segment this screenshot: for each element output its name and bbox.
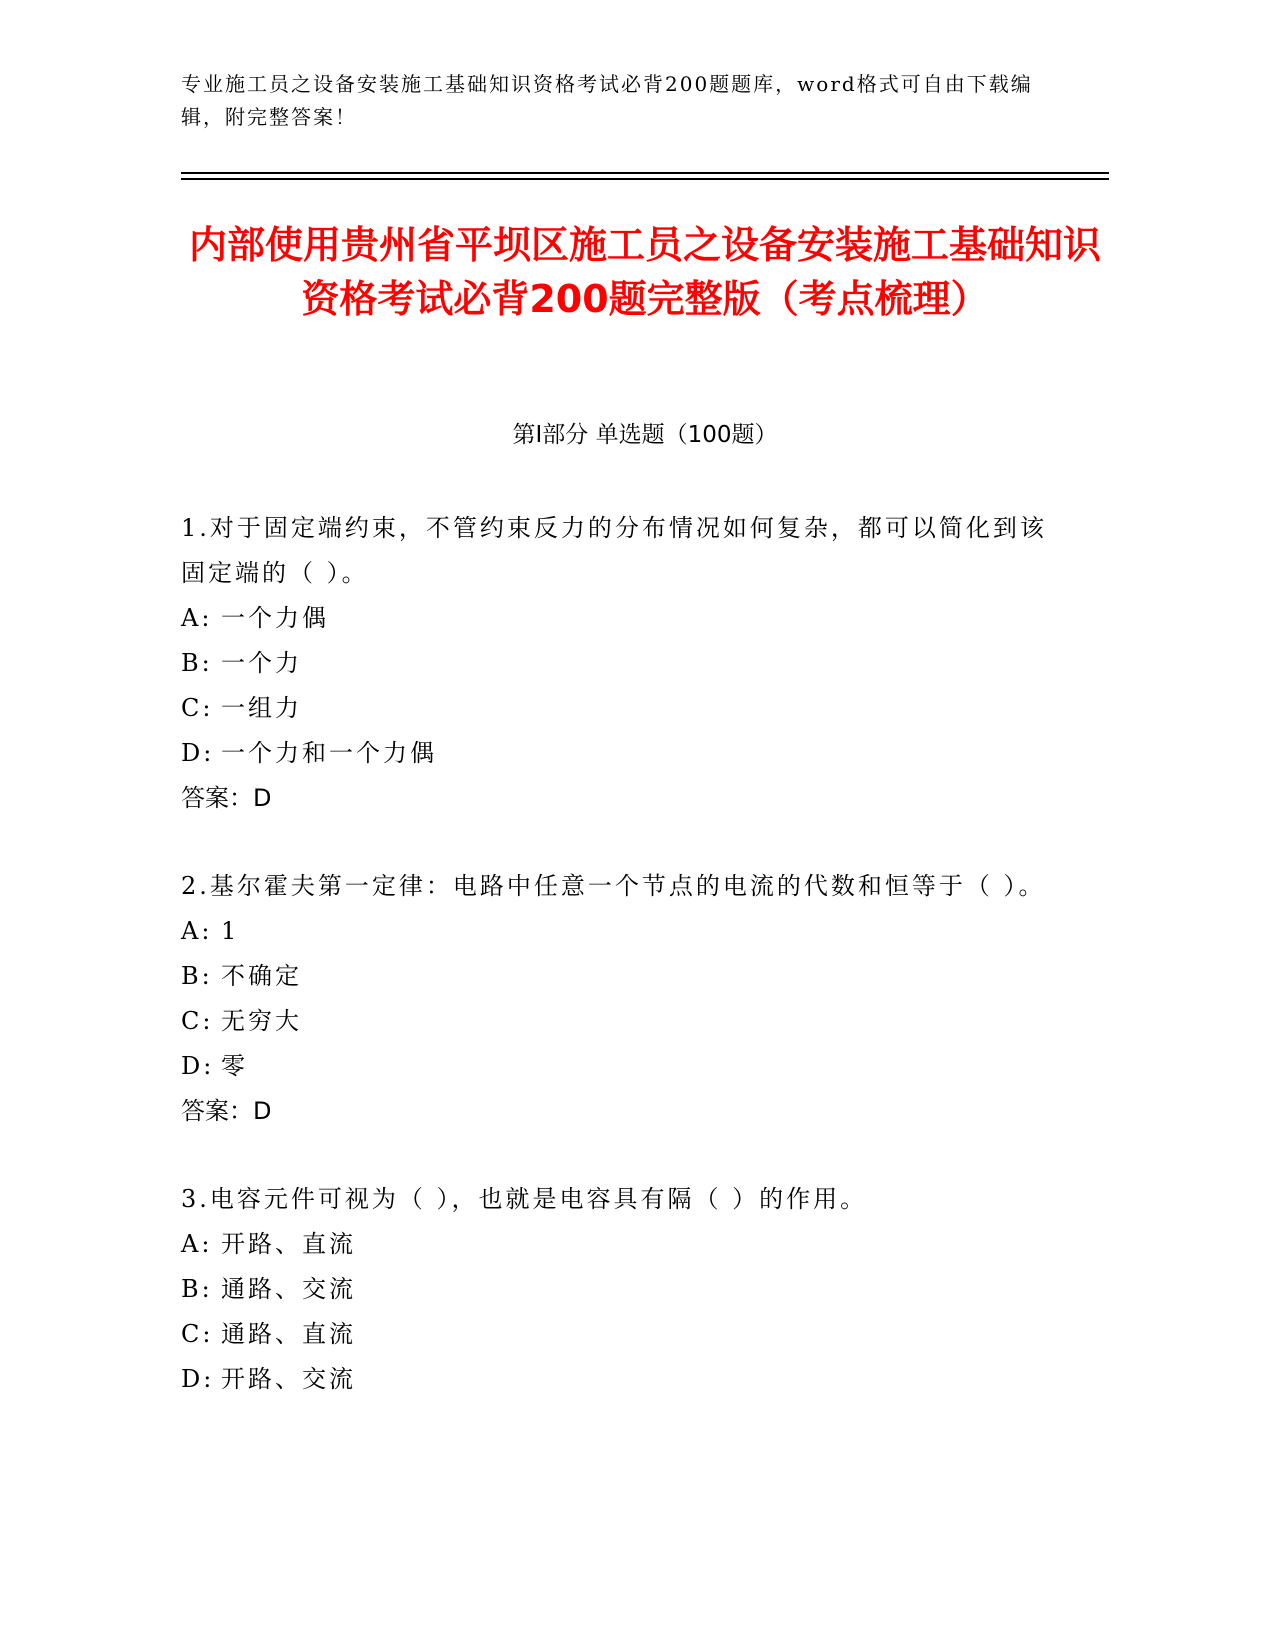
option-key: D:	[181, 739, 215, 767]
option-text: 无穷大	[221, 1007, 302, 1035]
section-title: 第Ⅰ部分 单选题（100题）	[512, 422, 778, 448]
option-b	[181, 1267, 1061, 1312]
option-key: B:	[181, 1275, 213, 1303]
option-text: 开路、直流	[221, 1230, 356, 1258]
option-d	[181, 731, 1061, 776]
option-b	[181, 641, 1061, 686]
option-key: A:	[181, 604, 213, 632]
header-divider-top	[181, 172, 1109, 174]
question-stem: 3.电容元件可视为（ ），也就是电容具有隔（ ）的作用。	[181, 1185, 868, 1213]
answer: 答案：D	[181, 784, 272, 812]
header-note: 专业施工员之设备安装施工基础知识资格考试必背200题题库，word格式可自由下载编辑，附完整答案！	[181, 72, 1033, 129]
option-key: C:	[181, 1007, 214, 1035]
option-key: A:	[181, 1230, 213, 1258]
option-a	[181, 1222, 1061, 1267]
answer: 答案：D	[181, 1097, 272, 1125]
option-text: 一组力	[221, 694, 302, 722]
option-text: 一个力偶	[221, 604, 329, 632]
option-text: 通路、直流	[221, 1320, 356, 1348]
option-key: B:	[181, 962, 213, 990]
option-c	[181, 999, 1061, 1044]
option-text: 通路、交流	[221, 1275, 356, 1303]
document-title: 内部使用贵州省平坝区施工员之设备安装施工基础知识资格考试必背200题完整版（考点梳理）	[188, 223, 1101, 321]
option-text: 不确定	[221, 962, 302, 990]
option-text: 一个力	[221, 649, 302, 677]
header-divider-bottom	[181, 178, 1109, 180]
question-3	[181, 1177, 1061, 1402]
option-text: 开路、交流	[221, 1365, 356, 1393]
option-a	[181, 596, 1061, 641]
option-d	[181, 1044, 1061, 1089]
option-text: 1	[221, 917, 240, 945]
option-key: D:	[181, 1052, 215, 1080]
question-stem: 2.基尔霍夫第一定律：电路中任意一个节点的电流的代数和恒等于（ ）。	[181, 872, 1046, 900]
option-c	[181, 686, 1061, 731]
option-text: 零	[221, 1052, 248, 1080]
option-b	[181, 954, 1061, 999]
option-d	[181, 1357, 1061, 1402]
option-key: C:	[181, 694, 214, 722]
option-text: 一个力和一个力偶	[221, 739, 437, 767]
question-2	[181, 864, 1061, 1134]
option-c	[181, 1312, 1061, 1357]
option-a	[181, 909, 1061, 954]
option-key: A:	[181, 917, 213, 945]
option-key: C:	[181, 1320, 214, 1348]
question-stem: 1.对于固定端约束，不管约束反力的分布情况如何复杂，都可以简化到该固定端的（ ）。	[181, 514, 1047, 587]
option-key: D:	[181, 1365, 215, 1393]
question-list	[181, 506, 1061, 1445]
option-key: B:	[181, 649, 213, 677]
question-1	[181, 506, 1061, 821]
